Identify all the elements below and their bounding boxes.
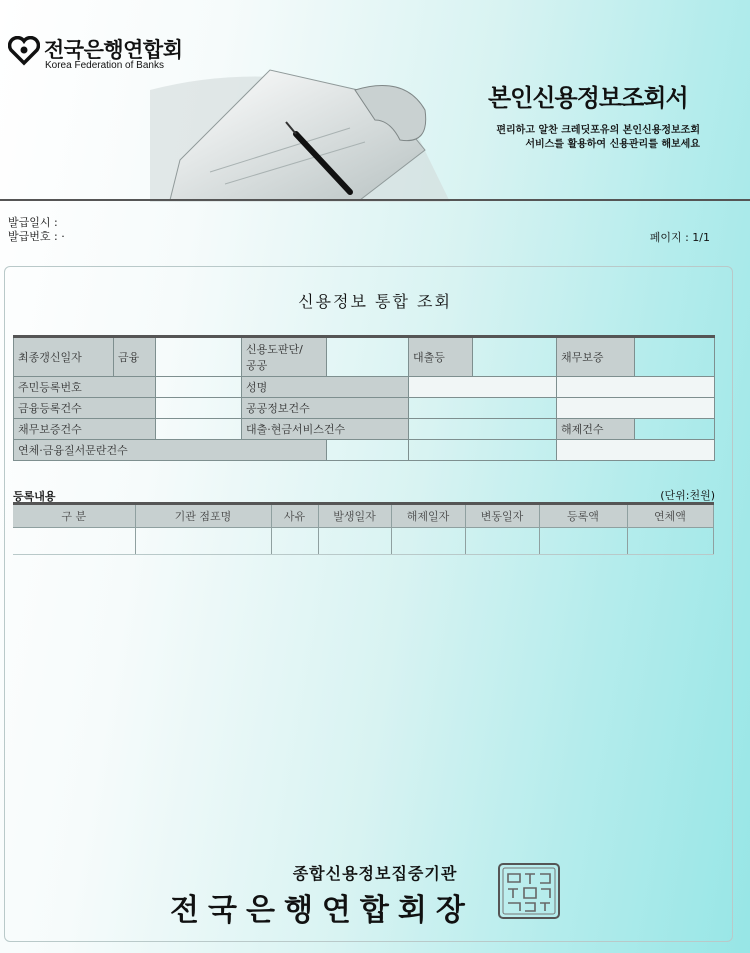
table-cell: 대출·현금서비스건수 [242,419,409,440]
document-title: 본인신용정보조회서 [488,84,688,112]
cell-line: 신용도판단/ [246,343,303,356]
issuing-agency: 종합신용정보집중기관 [292,864,458,883]
table-cell [557,377,715,398]
table-cell [465,528,539,555]
header-divider [0,199,750,201]
table-cell [473,337,557,377]
issue-info [8,216,65,244]
table-cell [409,419,557,440]
column-header: 해제일자 [391,504,465,528]
column-header: 연체액 [627,504,713,528]
table-row [14,419,715,440]
tagline [496,124,700,152]
table-cell [13,528,135,555]
table-cell [409,440,557,461]
table-cell [242,337,327,377]
table-cell [327,337,409,377]
table-row [14,398,715,419]
column-header: 기관 점포명 [135,504,271,528]
table-row [13,528,713,555]
table-cell: 채무보증 [557,337,635,377]
table-cell [156,398,242,419]
unit-label: (단위:천원) [660,489,715,502]
table-cell [156,337,242,377]
table-cell [391,528,465,555]
summary-table [13,335,715,461]
table-header-row [13,504,713,528]
table-cell [635,419,715,440]
table-cell [557,398,715,419]
registration-table [13,502,714,555]
registration-label: 등록내용 [13,490,56,503]
column-header: 사유 [271,504,318,528]
table-row [14,377,715,398]
table-cell [156,377,242,398]
table-cell [627,528,713,555]
column-header: 등록액 [539,504,627,528]
cell-line: 공공 [246,359,268,372]
tagline-line-2: 서비스를 활용하여 신용관리를 해보세요 [525,139,700,150]
column-header: 구 분 [13,504,135,528]
table-cell: 성명 [242,377,409,398]
table-cell: 연체·금융질서문란건수 [14,440,327,461]
column-header: 발생일자 [318,504,391,528]
table-cell [327,440,409,461]
table-cell: 최종갱신일자 [14,337,114,377]
table-cell [318,528,391,555]
table-cell: 주민등록번호 [14,377,156,398]
page-number: 페이지 : 1/1 [649,231,710,244]
table-cell [409,377,557,398]
table-cell [635,337,715,377]
tagline-line-1: 편리하고 알찬 크레딧포유의 본인신용정보조회 [496,125,700,136]
column-header: 변동일자 [465,504,539,528]
org-name-korean: 전국은행연합회 [44,38,183,62]
table-cell [557,440,715,461]
section-title: 신용정보 통합 조회 [298,292,452,311]
table-cell [539,528,627,555]
table-row [14,337,715,377]
signatory-title: 전국은행연합회장 [170,893,474,928]
table-cell: 해제건수 [557,419,635,440]
paper-and-pen-illustration [150,50,450,202]
table-cell: 금융 [114,337,156,377]
table-cell: 채무보증건수 [14,419,156,440]
bank-federation-logo-icon [8,36,40,66]
table-cell: 금융등록건수 [14,398,156,419]
table-cell [156,419,242,440]
table-cell [271,528,318,555]
table-cell: 대출등 [409,337,473,377]
table-cell: 공공정보건수 [242,398,409,419]
issue-number-label: 발급번호 : · [8,230,65,243]
issue-date-label: 발급일시 : [8,216,58,229]
table-row [14,440,715,461]
official-seal-icon [497,862,561,920]
org-name-english: Korea Federation of Banks [45,60,164,71]
table-cell [409,398,557,419]
table-cell [135,528,271,555]
